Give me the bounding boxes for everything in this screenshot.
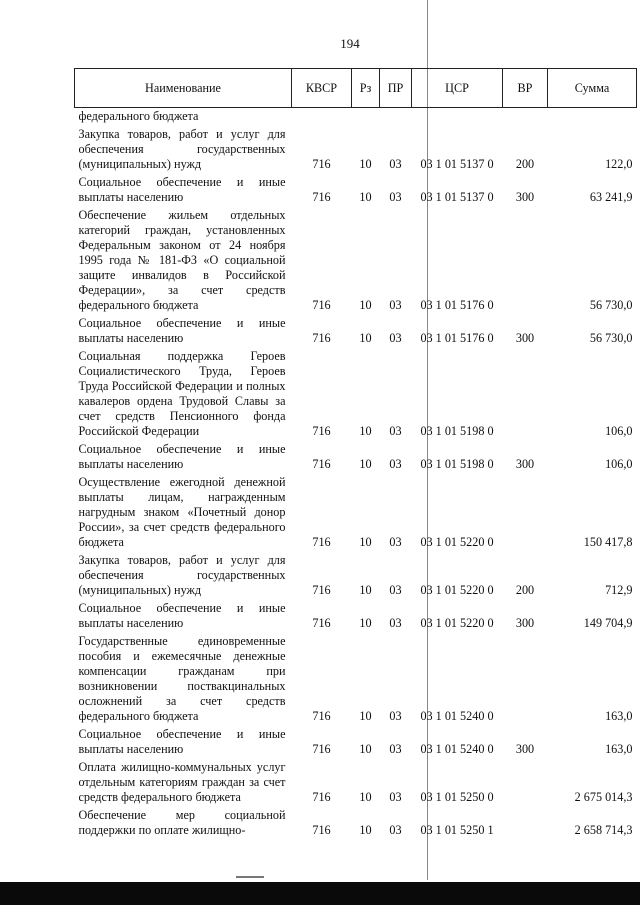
cell-rz: 10 — [359, 616, 372, 630]
cell-rz: 10 — [359, 790, 372, 804]
column-header-sum: Сумма — [548, 69, 637, 108]
cell-kvsr: 716 — [312, 616, 331, 630]
cell-pr: 03 — [389, 742, 402, 756]
table-row — [75, 174, 637, 207]
cell-rz: 10 — [359, 583, 372, 597]
cell-kvsr: 716 — [312, 583, 331, 597]
cell-vr: 200 — [515, 157, 535, 171]
cell-rz: 10 — [359, 298, 372, 312]
cell-sum: 122,0 — [605, 157, 633, 171]
cell-name: Социальная поддержка Героев Социалистического Труда, Героев Труда Российской Федерации и полных кавалеров ордена Трудовой Славы за счет средств Пенсионного фонда Российской Федерации — [78, 349, 286, 438]
cell-vr: 300 — [515, 742, 535, 756]
column-header-vr: ВР — [503, 69, 548, 108]
cell-csr: 03 1 01 5220 0 — [420, 535, 494, 549]
cell-vr — [503, 474, 548, 552]
cell-sum: 106,0 — [605, 457, 633, 471]
cell-kvsr: 716 — [312, 790, 331, 804]
cell-pr: 03 — [389, 535, 402, 549]
cell-name: Государственные единовременные пособия и ежемесячные денежные компенсации гражданам при возникновении поствакцинальных осложнений за счет средств федерального бюджета — [78, 634, 286, 723]
budget-table — [74, 68, 637, 840]
table-row — [75, 726, 637, 759]
scan-artifact-mark — [236, 876, 264, 878]
cell-kvsr — [292, 108, 352, 127]
cell-sum — [548, 108, 637, 127]
cell-name: Социальное обеспечение и иные выплаты населению — [78, 442, 286, 471]
cell-vr — [503, 807, 548, 840]
cell-name: федерального бюджета — [78, 109, 199, 123]
cell-pr: 03 — [389, 457, 402, 471]
cell-vr: 300 — [515, 457, 535, 471]
table-row — [75, 315, 637, 348]
cell-rz: 10 — [359, 157, 372, 171]
cell-csr: 03 1 01 5176 0 — [420, 331, 494, 345]
cell-sum: 2 658 714,3 — [574, 823, 633, 837]
cell-rz — [352, 108, 380, 127]
cell-pr: 03 — [389, 709, 402, 723]
cell-sum: 56 730,0 — [589, 298, 633, 312]
table-row — [75, 126, 637, 174]
cell-pr: 03 — [389, 331, 402, 345]
cell-name: Осуществление ежегодной денежной выплаты лицам, награжденным нагрудным знаком «Почетный донор России», за счет средств федерального бюджета — [78, 475, 286, 549]
cell-kvsr: 716 — [312, 709, 331, 723]
cell-vr: 300 — [515, 190, 535, 204]
table-row — [75, 552, 637, 600]
cell-csr: 03 1 01 5240 0 — [420, 709, 494, 723]
cell-name: Социальное обеспечение и иные выплаты населению — [78, 316, 286, 345]
cell-kvsr: 716 — [312, 331, 331, 345]
cell-sum: 106,0 — [605, 424, 633, 438]
cell-rz: 10 — [359, 457, 372, 471]
table-row — [75, 441, 637, 474]
cell-pr: 03 — [389, 790, 402, 804]
table-row — [75, 108, 637, 127]
table-header-row — [75, 69, 637, 108]
column-header-rz: Рз — [352, 69, 380, 108]
cell-csr: 03 1 01 5250 0 — [420, 790, 494, 804]
cell-sum: 150 417,8 — [583, 535, 633, 549]
cell-vr: 300 — [515, 616, 535, 630]
cell-vr — [503, 348, 548, 441]
cell-csr: 03 1 01 5220 0 — [420, 616, 494, 630]
scan-bottom-edge — [0, 882, 640, 905]
cell-rz: 10 — [359, 331, 372, 345]
cell-sum: 63 241,9 — [589, 190, 633, 204]
cell-sum: 163,0 — [605, 709, 633, 723]
cell-vr: 300 — [515, 331, 535, 345]
cell-pr: 03 — [389, 616, 402, 630]
cell-kvsr: 716 — [312, 535, 331, 549]
cell-name: Социальное обеспечение и иные выплаты населению — [78, 727, 286, 756]
cell-csr: 03 1 01 5137 0 — [420, 157, 494, 171]
column-header-name: Наименование — [75, 69, 292, 108]
cell-rz: 10 — [359, 742, 372, 756]
cell-kvsr: 716 — [312, 298, 331, 312]
cell-sum: 163,0 — [605, 742, 633, 756]
cell-name: Обеспечение жильем отдельных категорий граждан, установленных Федеральным законом от 24 ноября 1995 года № 181-ФЗ «О социальной защите инвалидов в Российской Федерации», за счет средств федерального бюджета — [78, 208, 286, 312]
cell-name: Закупка товаров, работ и услуг для обеспечения государственных (муниципальных) нужд — [78, 553, 286, 597]
table-row — [75, 348, 637, 441]
cell-rz: 10 — [359, 190, 372, 204]
column-header-pr: ПР — [380, 69, 412, 108]
cell-name: Оплата жилищно-коммунальных услуг отдельным категориям граждан за счет средств федерального бюджета — [78, 760, 286, 804]
cell-kvsr: 716 — [312, 742, 331, 756]
page-number: 194 — [340, 36, 360, 51]
table-body — [75, 108, 637, 841]
cell-pr: 03 — [389, 157, 402, 171]
table-row — [75, 207, 637, 315]
cell-vr: 200 — [515, 583, 535, 597]
cell-csr: 03 1 01 5250 1 — [420, 823, 494, 837]
cell-kvsr: 716 — [312, 823, 331, 837]
cell-csr: 03 1 01 5198 0 — [420, 424, 494, 438]
table-row — [75, 633, 637, 726]
table-row — [75, 759, 637, 807]
cell-rz: 10 — [359, 535, 372, 549]
cell-pr: 03 — [389, 298, 402, 312]
cell-kvsr: 716 — [312, 457, 331, 471]
column-header-csr: ЦСР — [412, 69, 503, 108]
cell-vr — [503, 207, 548, 315]
cell-name: Обеспечение мер социальной поддержки по оплате жилищно- — [78, 808, 286, 837]
column-header-kvsr: КВСР — [292, 69, 352, 108]
cell-sum: 712,9 — [605, 583, 633, 597]
cell-vr — [503, 108, 548, 127]
cell-name: Закупка товаров, работ и услуг для обеспечения государственных (муниципальных) нужд — [78, 127, 286, 171]
cell-sum: 56 730,0 — [589, 331, 633, 345]
cell-vr — [503, 759, 548, 807]
cell-csr: 03 1 01 5220 0 — [420, 583, 494, 597]
cell-rz: 10 — [359, 709, 372, 723]
cell-sum: 2 675 014,3 — [574, 790, 633, 804]
cell-pr: 03 — [389, 424, 402, 438]
cell-kvsr: 716 — [312, 424, 331, 438]
cell-csr: 03 1 01 5176 0 — [420, 298, 494, 312]
table-row — [75, 600, 637, 633]
cell-kvsr: 716 — [312, 190, 331, 204]
cell-rz: 10 — [359, 823, 372, 837]
cell-pr: 03 — [389, 823, 402, 837]
cell-csr: 03 1 01 5137 0 — [420, 190, 494, 204]
cell-vr — [503, 633, 548, 726]
cell-rz: 10 — [359, 424, 372, 438]
cell-csr: 03 1 01 5198 0 — [420, 457, 494, 471]
cell-sum: 149 704,9 — [583, 616, 633, 630]
cell-name: Социальное обеспечение и иные выплаты населению — [78, 601, 286, 630]
cell-pr: 03 — [389, 190, 402, 204]
cell-kvsr: 716 — [312, 157, 331, 171]
cell-name: Социальное обеспечение и иные выплаты населению — [78, 175, 286, 204]
table-row — [75, 807, 637, 840]
cell-pr: 03 — [389, 583, 402, 597]
table-row — [75, 474, 637, 552]
cell-csr — [412, 108, 503, 127]
cell-csr: 03 1 01 5240 0 — [420, 742, 494, 756]
cell-pr — [380, 108, 412, 127]
